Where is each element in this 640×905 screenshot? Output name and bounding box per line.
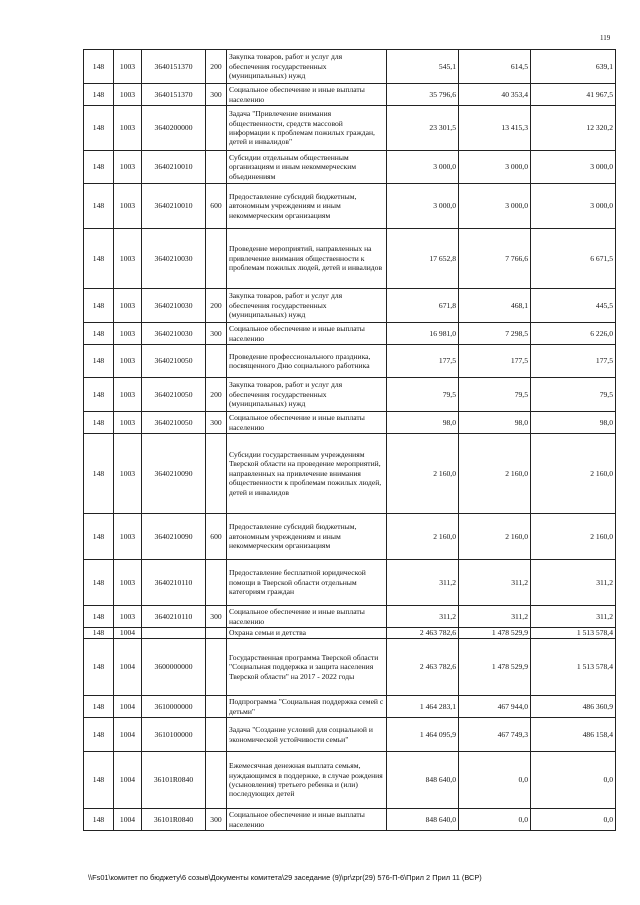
cell-item-name: Социальное обеспечение и иные выплаты населению: [227, 606, 387, 628]
cell-amount-year-3: 177,5: [531, 345, 616, 378]
cell-section-code: 1003: [114, 378, 142, 412]
cell-amount-year-3: 486 360,9: [531, 696, 616, 718]
cell-item-name: Задача "Привлечение внимания общественности, средств массовой информации к проблемам пожилых граждан, детей и инвалидов": [227, 106, 387, 151]
footer-file-path: \\Fs01\комитет по бюджету\6 созыв\Документы комитета\29 заседание (9)\pr\zpr(29) 576-П-6\Прил 2 Прил 11 (ВСР): [88, 873, 482, 882]
cell-amount-year-2: 1 478 529,9: [459, 639, 531, 696]
table-body: [84, 50, 616, 831]
cell-section-code: 1003: [114, 514, 142, 560]
cell-ministry-code: 148: [84, 560, 114, 606]
cell-amount-year-3: 6 226,0: [531, 323, 616, 345]
cell-expense-type: 600: [206, 184, 227, 229]
cell-item-name: Предоставление субсидий бюджетным, автономным учреждениям и иным некоммерческим организациям: [227, 514, 387, 560]
cell-amount-year-3: 1 513 578,4: [531, 639, 616, 696]
cell-section-code: 1003: [114, 106, 142, 151]
cell-target-article: 3640210090: [142, 434, 206, 514]
cell-amount-year-1: 2 160,0: [387, 434, 459, 514]
table-row: [84, 514, 616, 560]
table-row: [84, 412, 616, 434]
cell-expense-type: [206, 639, 227, 696]
cell-target-article: 3640210050: [142, 345, 206, 378]
cell-ministry-code: 148: [84, 345, 114, 378]
cell-section-code: 1003: [114, 560, 142, 606]
cell-expense-type: 200: [206, 378, 227, 412]
cell-target-article: 3640210090: [142, 514, 206, 560]
cell-amount-year-1: 671,8: [387, 289, 459, 323]
cell-amount-year-3: 98,0: [531, 412, 616, 434]
cell-target-article: 3640210010: [142, 151, 206, 184]
cell-expense-type: 200: [206, 289, 227, 323]
page-number: 119: [600, 34, 611, 42]
cell-amount-year-1: 848 640,0: [387, 752, 459, 809]
cell-expense-type: 600: [206, 514, 227, 560]
cell-item-name: Задача "Создание условий для социальной и экономической устойчивости семьи": [227, 718, 387, 752]
cell-section-code: 1004: [114, 696, 142, 718]
cell-expense-type: [206, 151, 227, 184]
cell-target-article: 36101R0840: [142, 752, 206, 809]
table-row: [84, 378, 616, 412]
cell-expense-type: [206, 106, 227, 151]
cell-amount-year-2: 7 298,5: [459, 323, 531, 345]
cell-expense-type: [206, 628, 227, 639]
table-row: [84, 718, 616, 752]
cell-amount-year-1: 17 652,8: [387, 229, 459, 289]
cell-target-article: 3640210110: [142, 560, 206, 606]
cell-amount-year-2: 0,0: [459, 752, 531, 809]
cell-target-article: 3640210030: [142, 229, 206, 289]
cell-amount-year-1: 98,0: [387, 412, 459, 434]
cell-amount-year-1: 79,5: [387, 378, 459, 412]
cell-ministry-code: 148: [84, 289, 114, 323]
cell-amount-year-2: 3 000,0: [459, 184, 531, 229]
cell-ministry-code: 148: [84, 184, 114, 229]
cell-item-name: Государственная программа Тверской области "Социальная поддержка и защита населения Тверской области" на 2017 - 2022 годы: [227, 639, 387, 696]
cell-target-article: 3610000000: [142, 696, 206, 718]
cell-amount-year-3: 41 967,5: [531, 84, 616, 106]
table-row: [84, 434, 616, 514]
cell-amount-year-2: 98,0: [459, 412, 531, 434]
cell-amount-year-3: 311,2: [531, 560, 616, 606]
cell-target-article: [142, 628, 206, 639]
cell-amount-year-1: 2 463 782,6: [387, 639, 459, 696]
cell-item-name: Социальное обеспечение и иные выплаты населению: [227, 323, 387, 345]
cell-ministry-code: 148: [84, 323, 114, 345]
cell-expense-type: [206, 696, 227, 718]
cell-amount-year-1: 311,2: [387, 606, 459, 628]
cell-target-article: 3640210050: [142, 378, 206, 412]
cell-amount-year-1: 3 000,0: [387, 184, 459, 229]
cell-expense-type: 200: [206, 50, 227, 84]
cell-item-name: Проведение профессионального праздника, посвященного Дню социального работника: [227, 345, 387, 378]
cell-item-name: Социальное обеспечение и иные выплаты населению: [227, 809, 387, 831]
cell-amount-year-1: 1 464 095,9: [387, 718, 459, 752]
cell-section-code: 1003: [114, 606, 142, 628]
cell-section-code: 1004: [114, 752, 142, 809]
cell-section-code: 1003: [114, 434, 142, 514]
table-row: [84, 151, 616, 184]
cell-amount-year-1: 177,5: [387, 345, 459, 378]
table-row: [84, 639, 616, 696]
table-row: [84, 560, 616, 606]
cell-amount-year-2: 0,0: [459, 809, 531, 831]
cell-section-code: 1003: [114, 229, 142, 289]
cell-ministry-code: 148: [84, 606, 114, 628]
cell-amount-year-1: 1 464 283,1: [387, 696, 459, 718]
table-row: [84, 106, 616, 151]
table-row: [84, 809, 616, 831]
cell-amount-year-3: 3 000,0: [531, 184, 616, 229]
table-row: [84, 323, 616, 345]
cell-section-code: 1004: [114, 718, 142, 752]
table-row: [84, 345, 616, 378]
table-row: [84, 50, 616, 84]
cell-ministry-code: 148: [84, 84, 114, 106]
cell-ministry-code: 148: [84, 809, 114, 831]
cell-ministry-code: 148: [84, 752, 114, 809]
cell-section-code: 1003: [114, 184, 142, 229]
cell-ministry-code: 148: [84, 151, 114, 184]
cell-amount-year-1: 848 640,0: [387, 809, 459, 831]
cell-ministry-code: 148: [84, 106, 114, 151]
cell-ministry-code: 148: [84, 50, 114, 84]
cell-target-article: 3640210030: [142, 289, 206, 323]
cell-amount-year-3: 2 160,0: [531, 514, 616, 560]
cell-amount-year-2: 40 353,4: [459, 84, 531, 106]
cell-target-article: 3640210050: [142, 412, 206, 434]
cell-amount-year-2: 7 766,6: [459, 229, 531, 289]
table-row: [84, 184, 616, 229]
table-row: [84, 696, 616, 718]
cell-target-article: 3640210110: [142, 606, 206, 628]
cell-section-code: 1003: [114, 151, 142, 184]
cell-item-name: Охрана семьи и детства: [227, 628, 387, 639]
cell-item-name: Закупка товаров, работ и услуг для обеспечения государственных (муниципальных) нужд: [227, 50, 387, 84]
cell-amount-year-1: 16 981,0: [387, 323, 459, 345]
cell-amount-year-2: 311,2: [459, 606, 531, 628]
cell-amount-year-2: 614,5: [459, 50, 531, 84]
cell-amount-year-2: 79,5: [459, 378, 531, 412]
cell-ministry-code: 148: [84, 639, 114, 696]
cell-amount-year-1: 545,1: [387, 50, 459, 84]
cell-amount-year-2: 467 749,3: [459, 718, 531, 752]
cell-amount-year-2: 3 000,0: [459, 151, 531, 184]
cell-item-name: Предоставление субсидий бюджетным, автономным учреждениям и иным некоммерческим организациям: [227, 184, 387, 229]
cell-item-name: Субсидии государственным учреждениям Тверской области на проведение мероприятий, направленных на привлечение внимания общественности к проблемам пожилых людей, детей и инвалидов: [227, 434, 387, 514]
table-row: [84, 84, 616, 106]
cell-amount-year-1: 23 301,5: [387, 106, 459, 151]
cell-amount-year-2: 177,5: [459, 345, 531, 378]
cell-amount-year-3: 1 513 578,4: [531, 628, 616, 639]
cell-amount-year-2: 13 415,3: [459, 106, 531, 151]
cell-ministry-code: 148: [84, 378, 114, 412]
cell-ministry-code: 148: [84, 718, 114, 752]
cell-amount-year-3: 486 158,4: [531, 718, 616, 752]
cell-target-article: 3640151370: [142, 50, 206, 84]
table-row: [84, 289, 616, 323]
cell-ministry-code: 148: [84, 696, 114, 718]
cell-expense-type: 300: [206, 412, 227, 434]
cell-amount-year-1: 2 160,0: [387, 514, 459, 560]
cell-amount-year-1: 2 463 782,6: [387, 628, 459, 639]
cell-amount-year-1: 311,2: [387, 560, 459, 606]
cell-target-article: 3600000000: [142, 639, 206, 696]
cell-expense-type: 300: [206, 809, 227, 831]
cell-ministry-code: 148: [84, 434, 114, 514]
cell-amount-year-3: 0,0: [531, 752, 616, 809]
cell-ministry-code: 148: [84, 229, 114, 289]
cell-section-code: 1003: [114, 412, 142, 434]
cell-expense-type: [206, 718, 227, 752]
table-row: [84, 752, 616, 809]
cell-amount-year-2: 467 944,0: [459, 696, 531, 718]
cell-amount-year-3: 6 671,5: [531, 229, 616, 289]
cell-target-article: 3640200000: [142, 106, 206, 151]
cell-expense-type: [206, 752, 227, 809]
cell-target-article: 3610100000: [142, 718, 206, 752]
cell-expense-type: 300: [206, 606, 227, 628]
cell-target-article: 3640151370: [142, 84, 206, 106]
cell-section-code: 1003: [114, 84, 142, 106]
cell-section-code: 1003: [114, 323, 142, 345]
cell-item-name: Субсидии отдельным общественным организациям и иным некоммерческим объединениям: [227, 151, 387, 184]
cell-expense-type: [206, 434, 227, 514]
cell-amount-year-2: 311,2: [459, 560, 531, 606]
cell-item-name: Социальное обеспечение и иные выплаты населению: [227, 84, 387, 106]
cell-amount-year-2: 2 160,0: [459, 434, 531, 514]
cell-amount-year-1: 3 000,0: [387, 151, 459, 184]
cell-expense-type: [206, 345, 227, 378]
cell-amount-year-3: 2 160,0: [531, 434, 616, 514]
cell-section-code: 1004: [114, 628, 142, 639]
cell-amount-year-2: 2 160,0: [459, 514, 531, 560]
cell-amount-year-1: 35 796,6: [387, 84, 459, 106]
cell-section-code: 1003: [114, 289, 142, 323]
cell-amount-year-3: 0,0: [531, 809, 616, 831]
cell-target-article: 36101R0840: [142, 809, 206, 831]
cell-ministry-code: 148: [84, 412, 114, 434]
cell-amount-year-3: 3 000,0: [531, 151, 616, 184]
table-row: [84, 229, 616, 289]
cell-target-article: 3640210010: [142, 184, 206, 229]
cell-amount-year-3: 79,5: [531, 378, 616, 412]
cell-amount-year-3: 311,2: [531, 606, 616, 628]
cell-amount-year-2: 1 478 529,9: [459, 628, 531, 639]
cell-expense-type: 300: [206, 323, 227, 345]
cell-item-name: Закупка товаров, работ и услуг для обеспечения государственных (муниципальных) нужд: [227, 378, 387, 412]
cell-item-name: Предоставление бесплатной юридической помощи в Тверской области отдельным категориям граждан: [227, 560, 387, 606]
cell-amount-year-3: 12 320,2: [531, 106, 616, 151]
cell-target-article: 3640210030: [142, 323, 206, 345]
budget-table: [83, 49, 616, 831]
cell-expense-type: [206, 560, 227, 606]
cell-section-code: 1003: [114, 50, 142, 84]
cell-amount-year-3: 639,1: [531, 50, 616, 84]
cell-amount-year-3: 445,5: [531, 289, 616, 323]
cell-expense-type: 300: [206, 84, 227, 106]
cell-section-code: 1004: [114, 809, 142, 831]
cell-amount-year-2: 468,1: [459, 289, 531, 323]
cell-item-name: Закупка товаров, работ и услуг для обеспечения государственных (муниципальных) нужд: [227, 289, 387, 323]
cell-section-code: 1003: [114, 345, 142, 378]
table-row: [84, 628, 616, 639]
cell-item-name: Ежемесячная денежная выплата семьям, нуждающимся в поддержке, в случае рождения (усыновления) третьего ребенка и (или) последующих детей: [227, 752, 387, 809]
cell-item-name: Социальное обеспечение и иные выплаты населению: [227, 412, 387, 434]
cell-section-code: 1004: [114, 639, 142, 696]
cell-item-name: Подпрограмма "Социальная поддержка семей с детьми": [227, 696, 387, 718]
table-row: [84, 606, 616, 628]
cell-item-name: Проведение мероприятий, направленных на привлечение внимания общественности к проблемам пожилых людей, детей и инвалидов: [227, 229, 387, 289]
cell-ministry-code: 148: [84, 628, 114, 639]
cell-ministry-code: 148: [84, 514, 114, 560]
cell-expense-type: [206, 229, 227, 289]
